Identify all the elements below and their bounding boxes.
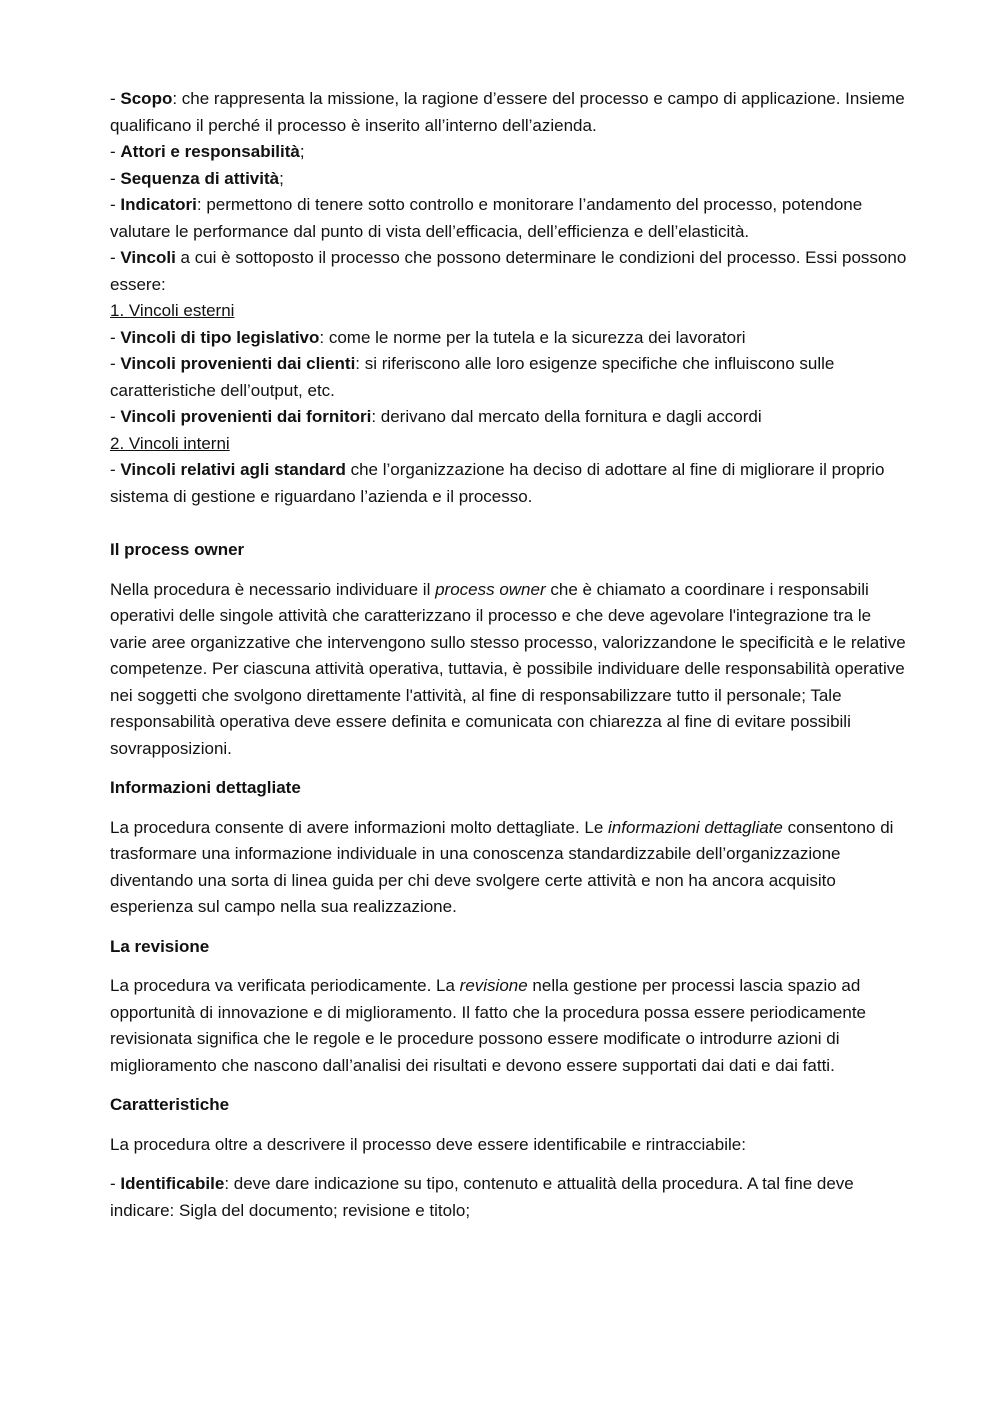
- list-item-clienti: - Vincoli provenienti dai clienti: si riferiscono alle loro esigenze specifiche che influiscono sulle caratteristiche dell’output, etc.: [110, 354, 835, 400]
- document-page: [110, 86, 910, 1224]
- detailed-info-paragraph: La procedura consente di avere informazioni molto dettagliate. Le informazioni dettagliate consentono di trasformare una informazione individuale in una conoscenza standardizzabile dell’organizzazione diventando una sorta di linea guida per chi deve svolgere certe attività e non ha ancora acquisito esperienza sul campo nella sua realizzazione.: [110, 817, 894, 916]
- list-item-vincoli: - Vincoli a cui è sottoposto il processo che possono determinare le condizioni del processo. Essi possono essere:: [110, 248, 907, 294]
- revision-paragraph: La procedura va verificata periodicamente. La revisione nella gestione per processi lascia spazio ad opportunità di innovazione e di miglioramento. Il fatto che la procedura possa essere periodicamente revisionata significa che le regole e le procedure possono essere modificate o introdurre azioni di miglioramento che nascono dall’analisi dei risultati e devono essere supportati dai dati e dai fatti.: [110, 976, 867, 1075]
- characteristics-intro: La procedura oltre a descrivere il processo deve essere identificabile e rintracciabile:: [110, 1134, 746, 1154]
- process-owner-heading: Il process owner: [110, 540, 245, 559]
- list-item-identificabile: - Identificabile: deve dare indicazione su tipo, contenuto e attualità della procedura. A tal fine deve indicare: Sigla del documento; revisione e titolo;: [110, 1174, 854, 1220]
- characteristics-heading: Caratteristiche: [110, 1095, 230, 1114]
- list-item-attori: - Attori e responsabilità;: [110, 142, 305, 161]
- list-item-standard: - Vincoli relativi agli standard che l’organizzazione ha deciso di adottare al fine di migliorare il proprio sistema di gestione e riguardano l’azienda e il processo.: [110, 460, 885, 506]
- revision-heading: La revisione: [110, 936, 210, 956]
- external-constraints-heading: 1. Vincoli esterni: [110, 301, 235, 320]
- process-owner-paragraph: Nella procedura è necessario individuare il process owner che è chiamato a coordinare i responsabili operativi delle singole attività che caratterizzano il processo e che deve agevolare l'integrazione tra le varie aree organizzative che intervengono sullo stesso processo, valorizzandone le specificità e le relative competenze. Per ciascuna attività operativa, tuttavia, è possibile individuare delle responsabilità operative nei soggetti che svolgono direttamente l'attività, al fine di responsabilizzare tutto il personale; Tale responsabilità operativa deve essere definita e comunicata con chiarezza al fine di evitare possibili sovrapposizioni.: [110, 579, 906, 758]
- list-item-scopo: - Scopo: che rappresenta la missione, la ragione d’essere del processo e campo di applicazione. Insieme qualificano il perché il processo è inserito all’interno dell’azienda.: [110, 89, 905, 135]
- internal-constraints-heading: 2. Vincoli interni: [110, 433, 230, 453]
- detailed-info-heading: Informazioni dettagliate: [110, 778, 301, 797]
- list-item-fornitori: - Vincoli provenienti dai fornitori: derivano dal mercato della fornitura e dagli accordi: [110, 407, 762, 426]
- list-item-sequenza: - Sequenza di attività;: [110, 168, 284, 188]
- list-item-indicatori: - Indicatori: permettono di tenere sotto controllo e monitorare l’andamento del processo, potendone valutare le performance dal punto di vista dell’efficacia, dell’efficienza e dell’elasticità.: [110, 195, 863, 241]
- list-item-legislativo: - Vincoli di tipo legislativo: come le norme per la tutela e la sicurezza dei lavoratori: [110, 327, 746, 347]
